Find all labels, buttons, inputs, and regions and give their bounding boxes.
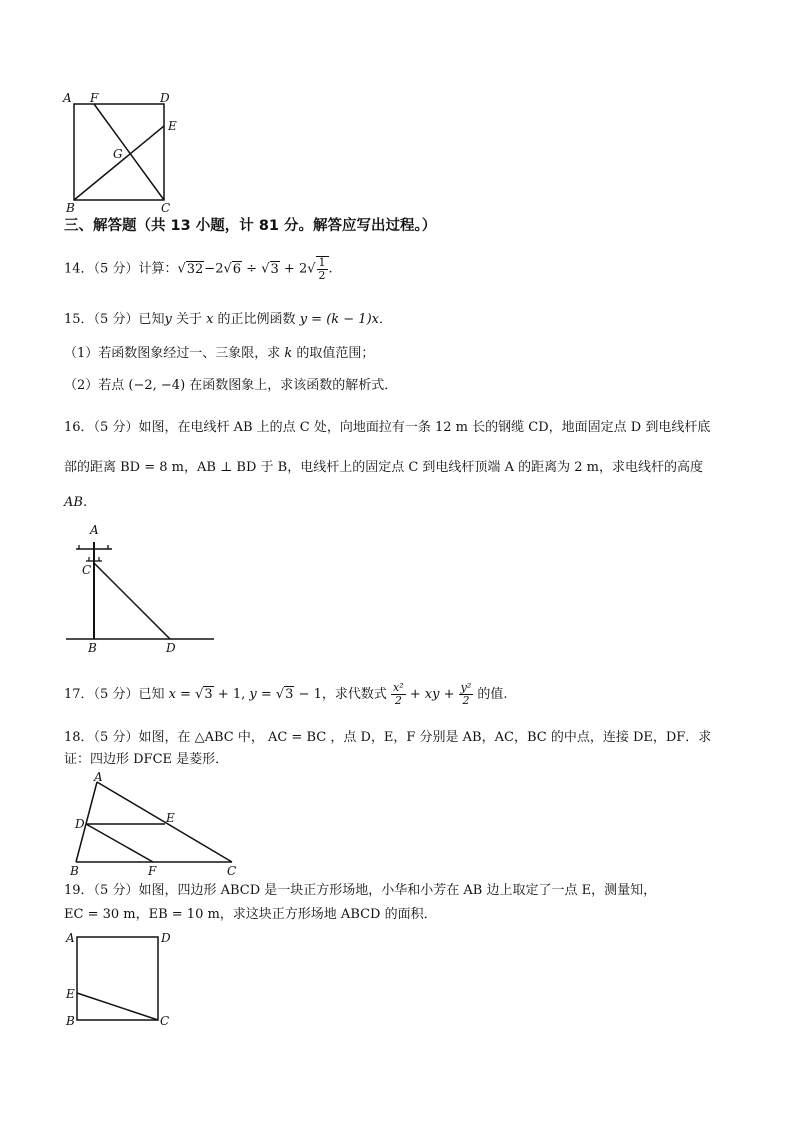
q15-text-b: 关于 — [171, 312, 207, 327]
cable-cd — [94, 563, 170, 639]
label-d: D — [161, 931, 171, 945]
q14-prefix: 14．（5 分）计算： — [64, 261, 178, 277]
label-c: C — [82, 563, 92, 577]
q14-op-1: −2 — [204, 261, 224, 277]
q17-f2-num: y² — [460, 681, 472, 694]
q15-formula: y = (k − 1)x — [299, 312, 379, 327]
label-f: F — [148, 864, 157, 878]
q17-prefix: 17．（5 分）已知 — [64, 687, 169, 702]
q15-sub2-a: （2）若点 — [64, 378, 129, 393]
label-a: A — [94, 772, 103, 784]
q17-f1-den: 2 — [394, 694, 402, 707]
q17-f2-den: 2 — [462, 694, 470, 707]
q17-f1-num: x² — [393, 681, 404, 694]
square-abcd — [77, 937, 158, 1020]
q17-x-eq: x = — [168, 687, 196, 702]
q14-frac-den: 2 — [318, 269, 326, 282]
q15-var-y: y — [164, 312, 172, 327]
q14-op-3: + 2 — [279, 261, 308, 277]
q15-sub1-a: （1）若函数图象经过一、三象限，求 — [64, 346, 285, 361]
segment-ec — [77, 993, 158, 1020]
q17-radicand-1: 3 — [204, 687, 213, 702]
field-figure — [64, 928, 186, 1032]
q17-fraction-1 — [391, 682, 406, 707]
q17-y-eq: y = — [249, 687, 276, 702]
label-c: C — [161, 201, 171, 214]
label-b: B — [88, 641, 97, 654]
q15-sub2-b: 在函数图象上，求该函数的解析式． — [185, 378, 398, 393]
q17-minus: − 1，求代数式 — [294, 687, 392, 702]
label-e: E — [166, 811, 175, 825]
q15-var-x: x — [206, 312, 214, 327]
q15-sub1-b: 的取值范围； — [292, 346, 375, 361]
triangle-figure — [64, 772, 244, 878]
q15-point: (−2, −4) — [128, 378, 186, 393]
q14-end: . — [328, 261, 333, 277]
q15-var-k: k — [284, 346, 293, 361]
side-ac — [97, 782, 232, 862]
segment-fc — [94, 104, 164, 200]
q15-text-c: 的正比例函数 — [213, 312, 300, 327]
section-heading: 三、解答题（共 13 小题，计 81 分。解答应写出过程。） — [64, 218, 437, 234]
q15-text-a: 15．（5 分）已知 — [64, 312, 165, 327]
question-15-part-1 — [64, 345, 374, 363]
q17-plus: + 1, — [213, 687, 250, 702]
q17-radicand-2: 3 — [285, 687, 294, 702]
q17-end: 的值. — [473, 687, 508, 702]
question-15-part-2 — [64, 377, 397, 395]
label-b: B — [66, 1014, 75, 1028]
q15-end: ． — [378, 312, 392, 327]
label-d: D — [166, 641, 176, 654]
question-14: 14．（5 分）计算：√32−2√6 ÷ √3 + 2√ $\frac{1}{2}$ . — [64, 256, 333, 282]
square-figure — [60, 88, 190, 214]
q14-radicand-1: 32 — [186, 261, 204, 277]
label-e: E — [168, 119, 177, 133]
label-c: C — [160, 1014, 170, 1028]
q14-op-2: ÷ — [242, 261, 262, 277]
label-b: B — [70, 864, 79, 878]
label-c: C — [227, 864, 237, 878]
q14-radicand-3: 3 — [270, 261, 279, 277]
question-15 — [64, 311, 392, 329]
label-a: A — [63, 91, 72, 105]
label-d: D — [75, 817, 85, 831]
label-a: A — [66, 931, 75, 945]
question-18-line-1: 18．（5 分）如图，在 △ABC 中， AC = BC ，点 D，E，F 分别是 AB，AC，BC 的中点，连接 DE，DF．求 — [64, 730, 712, 745]
q14-radicand-2: 6 — [232, 261, 242, 277]
q14-frac-num: 1 — [318, 256, 326, 269]
segment-df — [86, 824, 153, 862]
question-18-line-2: 证：四边形 DFCE 是菱形． — [64, 752, 229, 767]
q17-fraction-2 — [459, 682, 474, 707]
question-16-line-2: 部的距离 BD = 8 m，AB ⊥ BD 于 B，电线杆上的固定点 C 到电线杆顶端 A 的距离为 2 m，求电线杆的高度 — [64, 460, 703, 475]
q17-mid: + xy + — [405, 687, 459, 702]
label-d: D — [160, 91, 170, 105]
question-19-line-2: EC = 30 m，EB = 10 m，求这块正方形场地 ABCD 的面积． — [64, 907, 437, 922]
question-19-line-1: 19．（5 分）如图，四边形 ABCD 是一块正方形场地，小华和小芳在 AB 边上取定了一点 E，测量知， — [64, 883, 657, 898]
label-a: A — [90, 523, 99, 537]
q14-fraction — [316, 256, 329, 282]
question-16-line-3: AB. — [64, 495, 88, 510]
label-b: B — [66, 201, 75, 214]
question-17: 17．（5 分）已知 x = √3 + 1, y = √3 − 1，求代数式 $\frac{\text{x²}}{2}$ + xy + $\frac{\text{y²}}{2}$ 的值. — [64, 681, 508, 707]
question-16-line-1: 16．（5 分）如图，在电线杆 AB 上的点 C 处，向地面拉有一条 12 m 长的钢缆 CD，地面固定点 D 到电线杆底 — [64, 420, 711, 435]
label-f: F — [90, 91, 99, 105]
pole-figure — [64, 522, 216, 654]
label-g: G — [113, 147, 123, 161]
label-e: E — [66, 987, 75, 1001]
